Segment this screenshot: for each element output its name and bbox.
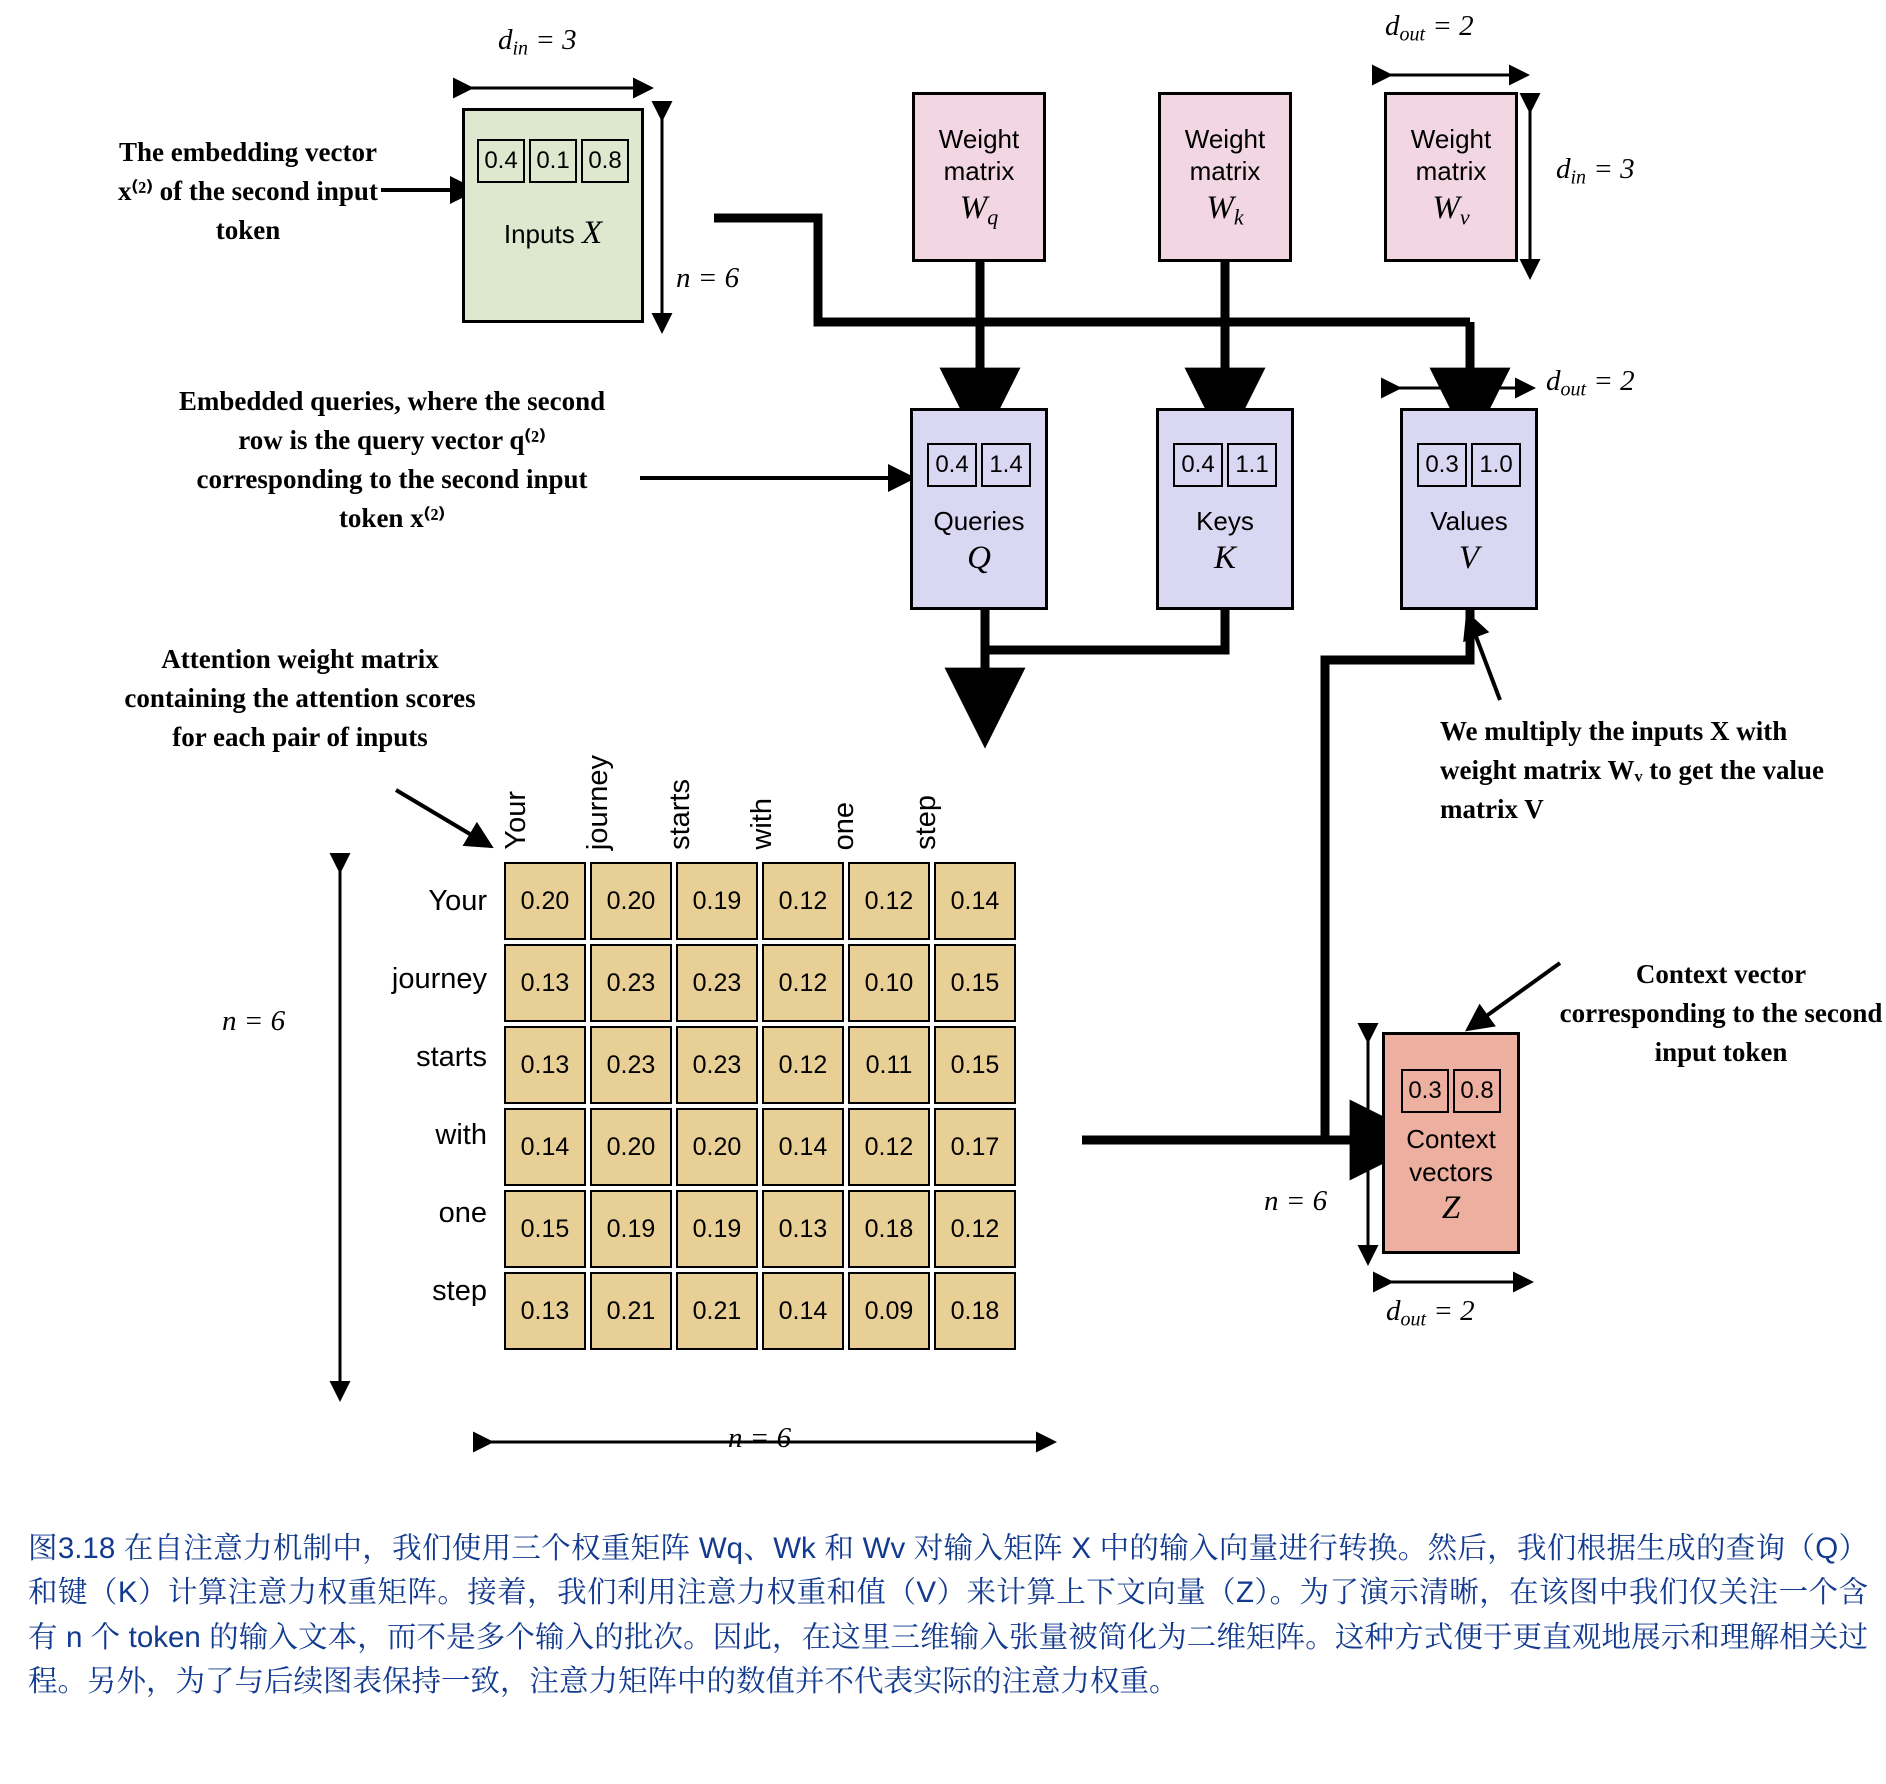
keys-cell: 1.1 (1227, 443, 1277, 487)
attention-col-header: starts (664, 779, 696, 850)
inputs-row-values (477, 139, 629, 183)
attention-col-header: one (828, 801, 860, 850)
values-cell: 1.0 (1471, 443, 1521, 487)
attention-cell: 0.19 (676, 1190, 758, 1268)
attention-cell: 0.12 (762, 944, 844, 1022)
dim-n-attention-cols: n = 6 (728, 1422, 792, 1454)
attention-cell: 0.20 (676, 1108, 758, 1186)
attention-cell: 0.19 (590, 1190, 672, 1268)
dim-d-in-top: $d_{in} = 3$ (498, 24, 577, 60)
annotation-values-multiply: We multiply the inputs X with weight matrix Wᵥ to get the value matrix V (1440, 716, 1825, 825)
attention-cell: 0.15 (504, 1190, 586, 1268)
queries-cell: 0.4 (927, 443, 977, 487)
attention-row-header: with (435, 1118, 487, 1151)
attention-cell: 0.15 (934, 944, 1016, 1022)
attention-cell: 0.11 (848, 1026, 930, 1104)
attention-cell: 0.23 (590, 1026, 672, 1104)
dim-d-out-mid: $d_{out} = 2$ (1546, 365, 1635, 401)
attention-cell: 0.12 (848, 862, 930, 940)
dim-d-in-right: $d_{in} = 3$ (1556, 153, 1635, 189)
attention-cell: 0.18 (934, 1272, 1016, 1350)
attention-row-header: starts (416, 1040, 487, 1073)
keys-row-values (1173, 443, 1277, 487)
attention-cell: 0.13 (504, 1026, 586, 1104)
keys-matrix (1156, 408, 1294, 610)
attention-cell: 0.17 (934, 1108, 1016, 1186)
attention-cell: 0.20 (590, 1108, 672, 1186)
queries-matrix (910, 408, 1048, 610)
attention-cell: 0.14 (934, 862, 1016, 940)
attention-cell: 0.23 (676, 944, 758, 1022)
attention-cell: 0.12 (934, 1190, 1016, 1268)
attention-col-headers (500, 710, 992, 850)
keys-label: Keys K (1196, 506, 1254, 576)
values-label: Values V (1430, 506, 1508, 576)
weight-matrix-wv (1384, 92, 1518, 262)
inputs-label: Inputs X (503, 215, 603, 251)
attention-row-header: Your (428, 884, 487, 917)
queries-label: Queries Q (933, 506, 1025, 576)
weight-matrix-wk-label: Weight matrix $W_k$ (1184, 123, 1266, 230)
context-vectors-matrix (1382, 1032, 1520, 1254)
attention-row-header: step (432, 1274, 487, 1307)
attention-cell: 0.23 (590, 944, 672, 1022)
dim-n-context: n = 6 (1264, 1185, 1328, 1217)
queries-row-values (927, 443, 1031, 487)
attention-cell: 0.13 (762, 1190, 844, 1268)
inputs-cell: 0.4 (477, 139, 525, 183)
attention-cell: 0.20 (590, 862, 672, 940)
attention-row-header: one (438, 1196, 487, 1229)
attention-col-header: step (910, 795, 942, 850)
inputs-matrix (462, 108, 644, 323)
context-cell: 0.3 (1401, 1069, 1449, 1113)
annotation-embedding-vector: The embedding vector x⁽²⁾ of the second input token (118, 137, 378, 246)
annotation-attention-weight-matrix: Attention weight matrix containing the attention scores for each pair of inputs (124, 644, 476, 753)
attention-col-header: with (746, 798, 778, 850)
dim-n-inputs: n = 6 (676, 262, 740, 294)
attention-cell: 0.09 (848, 1272, 930, 1350)
attention-cell: 0.20 (504, 862, 586, 940)
attention-cell: 0.14 (762, 1272, 844, 1350)
keys-cell: 0.4 (1173, 443, 1223, 487)
inputs-cell: 0.8 (581, 139, 629, 183)
weight-matrix-wk (1158, 92, 1292, 262)
attention-cell: 0.14 (762, 1108, 844, 1186)
annotation-embedded-queries: Embedded queries, where the second row is the query vector q⁽²⁾ corresponding to the second input token x⁽²⁾ (178, 386, 606, 534)
dim-d-out-top: $d_{out} = 2$ (1385, 10, 1474, 46)
dim-d-out-context: $d_{out} = 2$ (1386, 1295, 1475, 1331)
attention-cell: 0.23 (676, 1026, 758, 1104)
context-row-values (1401, 1069, 1501, 1113)
attention-col-header: Your (500, 791, 532, 850)
attention-cell: 0.19 (676, 862, 758, 940)
attention-cell: 0.13 (504, 944, 586, 1022)
attention-cell: 0.12 (848, 1108, 930, 1186)
context-label: Context vectors Z (1406, 1124, 1496, 1226)
weight-matrix-wq (912, 92, 1046, 262)
attention-row-headers (355, 862, 487, 1330)
inputs-cell: 0.1 (529, 139, 577, 183)
attention-cell: 0.14 (504, 1108, 586, 1186)
weight-matrix-wq-label: Weight matrix $W_q$ (938, 123, 1020, 230)
queries-cell: 1.4 (981, 443, 1031, 487)
attention-col-header: journey (582, 754, 614, 850)
attention-cell: 0.13 (504, 1272, 586, 1350)
weight-matrix-wv-label: Weight matrix $W_v$ (1410, 123, 1492, 230)
values-matrix (1400, 408, 1538, 610)
attention-row-header: journey (391, 962, 487, 995)
attention-weight-matrix (504, 862, 1016, 1350)
attention-cell: 0.12 (762, 862, 844, 940)
context-cell: 0.8 (1453, 1069, 1501, 1113)
annotation-context-vector: Context vector corresponding to the second input token (1559, 959, 1883, 1068)
values-cell: 0.3 (1417, 443, 1467, 487)
attention-cell: 0.12 (762, 1026, 844, 1104)
attention-cell: 0.21 (676, 1272, 758, 1350)
attention-cell: 0.21 (590, 1272, 672, 1350)
values-row-values (1417, 443, 1521, 487)
attention-cell: 0.10 (848, 944, 930, 1022)
attention-cell: 0.18 (848, 1190, 930, 1268)
figure-caption: 图3.18 在自注意力机制中，我们使用三个权重矩阵 Wq、Wk 和 Wv 对输入矩阵 X 中的输入向量进行转换。然后，我们根据生成的查询（Q）和键（K）计算注意力权重矩阵。接着，我们利用注意力权重和值（V）来计算上下文向量（Z）。为了演示清晰，在该图中我们仅关注一个含有 n 个 token 的输入文本，而不是多个输入的批次。因此，在这里三维输入张量被简化为二维矩阵。这种方式便于更直观地展示和理解相关过程。另外，为了与后续图表保持一致，注意力矩阵中的数值并不代表实际的注意力权重。 (28, 1532, 1868, 1698)
dim-n-attention-rows: n = 6 (222, 1005, 286, 1037)
attention-cell: 0.15 (934, 1026, 1016, 1104)
